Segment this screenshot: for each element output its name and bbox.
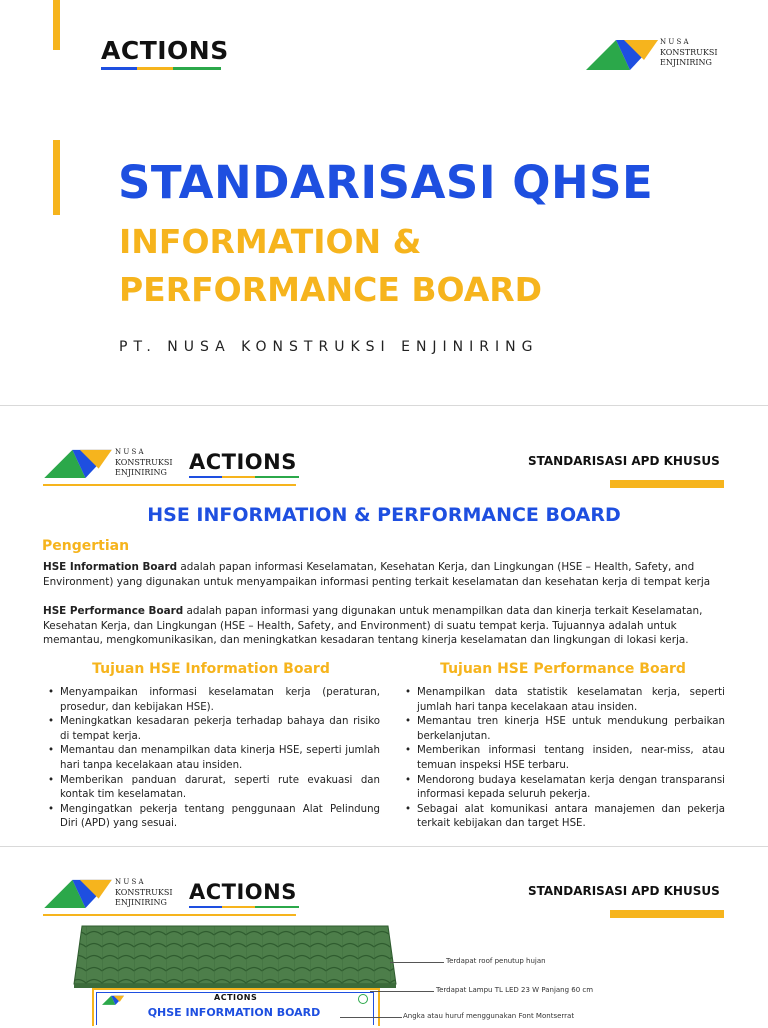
annotation-line-lamp <box>370 991 434 992</box>
logo-line-2: KONSTRUKSI <box>660 48 718 57</box>
right-column-heading: Tujuan HSE Performance Board <box>440 661 686 677</box>
nke-logo-icon <box>586 38 658 70</box>
list-item: • Memberikan informasi tentang insiden, near-miss, atau temuan inspeksi HSE terbaru. <box>417 744 725 773</box>
annotation-lamp: Terdapat Lampu TL LED 23 W Panjang 60 cm <box>436 986 594 994</box>
list-item: • Mendorong budaya keselamatan kerja dengan transparansi informasi kepada seluruh pekerja. <box>417 774 725 803</box>
list-item: • Sebagai alat komunikasi antara manajemen dan pekerja terkait kebijakan dan target HSE. <box>417 803 725 832</box>
list-item: • Menampilkan data statistik keselamatan kerja, seperti jumlah hari tanpa kecelakaan atau insiden. <box>417 686 725 715</box>
logo-line-3: ENJINIRING <box>115 468 167 477</box>
right-column-list <box>401 686 725 832</box>
page2-left-rule <box>43 484 296 486</box>
logo-line-1: N U S A <box>115 878 144 886</box>
lamp-icon <box>358 994 368 1004</box>
logo-line-1: N U S A <box>660 38 689 46</box>
actions-underline <box>189 906 299 908</box>
definition-performance-board <box>43 604 725 648</box>
list-item: • Memantau tren kinerja HSE untuk mendukung perbaikan berkelanjutan. <box>417 715 725 744</box>
page-divider <box>0 405 768 406</box>
page-divider <box>0 846 768 847</box>
nke-logo-icon <box>43 878 113 908</box>
page2-right-rule <box>610 480 724 488</box>
actions-underline <box>189 476 299 478</box>
board-actions-wordmark: ACTIONS <box>214 993 258 1002</box>
cover-company-logo <box>586 38 736 72</box>
page3-left-rule <box>43 914 296 916</box>
info-term: HSE Information Board <box>43 561 178 573</box>
left-column-list <box>44 686 380 832</box>
logo-line-2: KONSTRUKSI <box>115 888 173 897</box>
list-item: • Memberikan panduan darurat, seperti rute evakuasi dan kontak tim keselamatan. <box>60 774 380 803</box>
pengertian-heading: Pengertian <box>42 538 130 554</box>
actions-wordmark: ACTIONS <box>189 880 297 904</box>
page3-company-logo <box>43 878 183 912</box>
board-label: QHSE INFORMATION BOARD <box>147 1006 321 1019</box>
annotation-line-roof <box>390 962 444 963</box>
actions-wordmark: ACTIONS <box>101 36 229 65</box>
annotation-line-font <box>340 1017 402 1018</box>
cover-accent-bar-side <box>53 140 60 215</box>
list-item: • Mengingatkan pekerja tentang penggunaan Alat Pelindung Diri (APD) yang sesuai. <box>60 803 380 832</box>
page2-company-logo <box>43 448 183 482</box>
perf-definition: adalah papan informasi yang digunakan untuk menampilkan data dan kinerja terkait Keselamatan, Kesehatan Kerja, dan Lingkungan (HSE – Health, Safety, and Environment) di suatu tempat kerja. Tujuannya adalah untuk memantau, mengkomunikasikan, dan meningkatkan kesadaran tentang kinerja keselamatan dan lingkungan di lokasi kerja. <box>43 605 703 647</box>
page2-section-label: STANDARISASI APD KHUSUS <box>528 454 720 468</box>
page2-actions-logo <box>189 449 299 479</box>
actions-underline <box>101 67 221 70</box>
nke-logo-icon <box>43 448 113 478</box>
definition-info-board <box>43 560 725 589</box>
board-panel <box>92 988 380 1026</box>
perf-term: HSE Performance Board <box>43 605 184 617</box>
annotation-font: Angka atau huruf menggunakan Font Montserrat <box>403 1012 575 1020</box>
page3-actions-logo <box>189 879 299 909</box>
left-column-heading: Tujuan HSE Information Board <box>92 661 330 677</box>
logo-line-3: ENJINIRING <box>115 898 167 907</box>
list-item: • Meningkatkan kesadaran pekerja terhadap bahaya dan risiko di tempat kerja. <box>60 715 380 744</box>
page3-section-label: STANDARISASI APD KHUSUS <box>528 884 720 898</box>
logo-line-2: KONSTRUKSI <box>115 458 173 467</box>
annotation-roof: Terdapat roof penutup hujan <box>446 957 546 965</box>
cover-actions-logo <box>101 36 229 70</box>
cover-title: STANDARISASI QHSE <box>118 156 654 209</box>
page2-board-title: HSE INFORMATION & PERFORMANCE BOARD <box>147 504 621 526</box>
actions-wordmark: ACTIONS <box>189 450 297 474</box>
logo-line-3: ENJINIRING <box>660 58 712 67</box>
cover-subtitle-line-2: PERFORMANCE BOARD <box>119 270 543 309</box>
board-nke-logo-icon <box>102 995 124 1005</box>
cover-accent-bar-top <box>53 0 60 50</box>
board-illustration <box>70 924 400 1024</box>
info-definition: adalah papan informasi Keselamatan, Kesehatan Kerja, dan Lingkungan (HSE – Health, Safety, and Environment) yang digunakan untuk menyampaikan informasi penting terkait keselamatan dan kesehatan kerja di tempat kerja <box>43 561 711 588</box>
logo-line-1: N U S A <box>115 448 144 456</box>
cover-company-name: PT. NUSA KONSTRUKSI ENJINIRING <box>119 339 539 355</box>
list-item: • Menyampaikan informasi keselamatan kerja (peraturan, prosedur, dan kebijakan HSE). <box>60 686 380 715</box>
cover-subtitle-line-1: INFORMATION & <box>119 222 422 261</box>
page3-right-rule <box>610 910 724 918</box>
list-item: • Memantau dan menampilkan data kinerja HSE, seperti jumlah hari tanpa kecelakaan atau insiden. <box>60 744 380 773</box>
